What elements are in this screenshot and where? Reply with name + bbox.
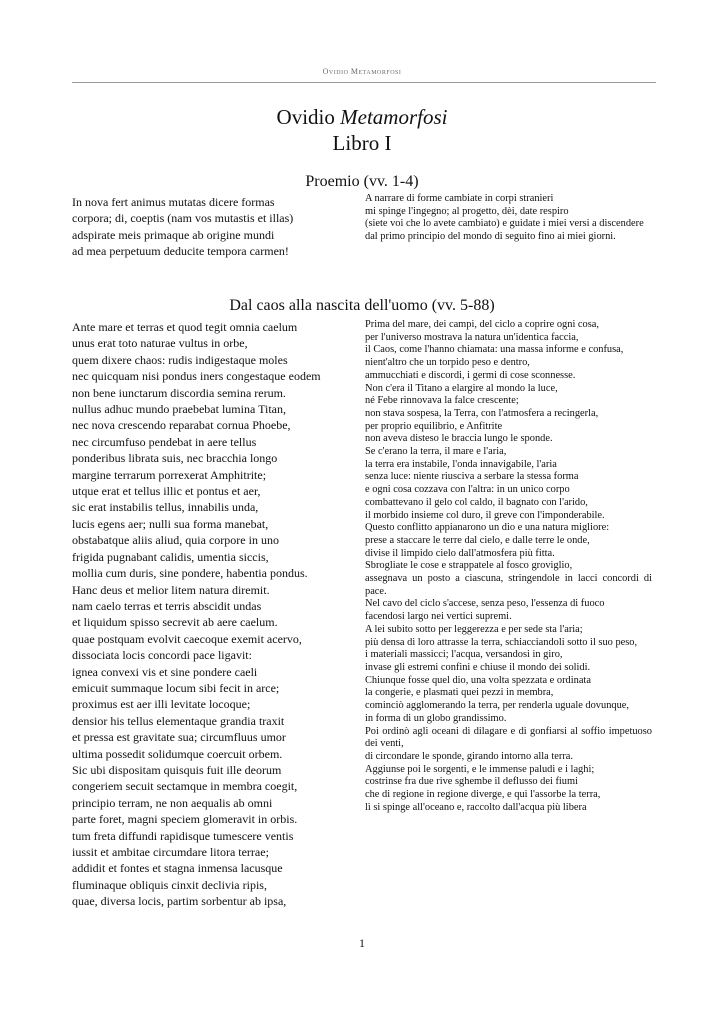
- verse-line: In nova fert animus mutatas dicere formas: [72, 195, 275, 209]
- verse-line: cominciò agglomerando la terra, per renderla uguale dovunque,: [365, 700, 629, 712]
- verse-line: più densa di loro attrasse la terra, schiacciandoli sotto il suo peso,: [365, 636, 638, 648]
- verse-line: nec nova crescendo reparabat cornua Phoebe,: [72, 418, 291, 433]
- running-head: Ovidio Metamorfosi: [322, 67, 402, 76]
- verse-line: Non c'era il Titano a elargire al mondo la luce,: [365, 382, 558, 394]
- page-title: [0, 104, 724, 156]
- verse-line: la congerie, e plasmati quei pezzi in membra,: [365, 687, 554, 699]
- verse-line: invase gli estremi confini e chiuse il mondo dei solidi.: [365, 661, 591, 673]
- verse-line: ad mea perpetuum deducite tempora carmen!: [72, 244, 289, 259]
- title-book: Libro I: [332, 131, 392, 155]
- verse-line: quae, diversa locis, partim sorbentur ab ipsa,: [72, 894, 287, 909]
- verse-line: proximus est aer illi levitate locoque;: [72, 697, 251, 712]
- verse-line: lì si spinge all'oceano e, raccolto dall'acqua più libera: [365, 801, 587, 813]
- italian-text-proemio: [365, 193, 652, 244]
- verse-line: Aggiunse poi le sorgenti, e le immense paludi e i laghi;: [365, 763, 595, 775]
- verse-line: et liquidum spisso secrevit ab aere caelum.: [72, 615, 278, 630]
- title-line-1: [0, 104, 724, 130]
- verse-line: ultima possedit solidumque coercuit orbem.: [72, 746, 283, 761]
- verse-line: ammucchiati e discordi, i germi di cose sconnesse.: [365, 369, 576, 381]
- verse-line: facendosi largo nei vertici supremi.: [365, 611, 512, 623]
- verse-line: et pressa est gravitate sua; circumfluus umor: [72, 730, 286, 745]
- verse-line: mollia cum duris, sine pondere, habentia pondus.: [72, 566, 308, 581]
- verse-line: sic erat instabilis tellus, innabilis unda,: [72, 500, 259, 515]
- verse-line: il morbido insieme col duro, il greve con l'imponderabile.: [365, 509, 605, 521]
- page-number: 1: [359, 936, 365, 950]
- verse-line: tum freta diffundi rapidisque tumescere ventis: [72, 828, 294, 843]
- verse-line: emicuit summaque locum sibi fecit in arce;: [72, 680, 280, 695]
- verse-line: A narrare di forme cambiate in corpi stranieri: [365, 193, 554, 204]
- verse-line: Ante mare et terras et quod tegit omnia caelum: [72, 320, 298, 334]
- verse-line: densior his tellus elementaque grandia traxit: [72, 713, 285, 728]
- verse-line: quem dixere chaos: rudis indigestaque moles: [72, 352, 288, 367]
- verse-line: nient'altro che un torpido peso e dentro,: [365, 357, 530, 369]
- verse-line: la terra era instabile, l'onda innavigabile, l'aria: [365, 458, 557, 470]
- verse-line: margine terrarum porrexerat Amphitrite;: [72, 467, 267, 482]
- verse-line: Chiunque fosse quel dio, una volta spezzata e ordinata: [365, 674, 591, 686]
- italian-text-caos: [365, 319, 652, 814]
- verse-line: costrinse fra due rive sghembe il deflusso dei fiumi: [365, 776, 578, 788]
- verse-line: frigida pugnabant calidis, umentia siccis,: [72, 549, 269, 564]
- title-work: Metamorfosi: [340, 105, 448, 129]
- verse-line: assegnava un posto a ciascuna, stringendole in lacci concordi di pace.: [365, 573, 652, 597]
- latin-text-proemio: [72, 194, 360, 260]
- verse-line: prese a staccare le terre dal cielo, e dalle terre le onde,: [365, 534, 590, 546]
- verse-line: adspirate meis primaque ab origine mundi: [72, 227, 275, 242]
- verse-line: mi spinge l'ingegno; al progetto, dèi, date respiro: [365, 205, 569, 217]
- verse-line: non bene iunctarum discordia semina rerum.: [72, 385, 286, 400]
- verse-line: nullus adhuc mundo praebebat lumina Titan,: [72, 402, 286, 417]
- verse-line: A lei subito sotto per leggerezza e per sede sta l'aria;: [365, 623, 583, 635]
- verse-line: nec quicquam nisi pondus iners congestaque eodem: [72, 369, 321, 384]
- verse-line: fluminaque obliquis cinxit declivia ripis,: [72, 877, 267, 892]
- verse-line: principio terram, ne non aequalis ab omni: [72, 795, 273, 810]
- verse-line: nec circumfuso pendebat in aere tellus: [72, 434, 257, 449]
- latin-text-caos: [72, 319, 360, 910]
- verse-line: Sbrogliate le cose e strappatele al fosco groviglio,: [365, 560, 573, 572]
- verse-line: lucis egens aer; nulli sua forma manebat,: [72, 516, 269, 531]
- verse-line: parte foret, magni speciem glomeravit in orbis.: [72, 812, 298, 827]
- verse-line: di circondare le sponde, girando intorno alla terra.: [365, 750, 574, 762]
- verse-line: unus erat toto naturae vultus in orbe,: [72, 336, 248, 351]
- verse-line: Prima del mare, dei campi, del ciclo a coprire ogni cosa,: [365, 319, 599, 330]
- verse-line: Poi ordinò agli oceani di dilagare e di gonfiarsi al soffio impetuoso dei venti,: [365, 725, 652, 750]
- header-rule: [72, 82, 656, 83]
- verse-line: non stava sospesa, la Terra, con l'atmosfera a recingerla,: [365, 407, 599, 419]
- verse-line: ponderibus librata suis, nec bracchia longo: [72, 451, 278, 466]
- verse-line: (siete voi che lo avete cambiato) e guidate i miei versi a discendere: [365, 218, 644, 230]
- verse-line: addidit et fontes et stagna inmensa lacusque: [72, 861, 283, 876]
- verse-line: non aveva disteso le braccia lungo le sponde.: [365, 433, 553, 445]
- section-heading-caos: Dal caos alla nascita dell'uomo (vv. 5-88): [229, 297, 495, 314]
- verse-line: e ogni cosa cozzava con l'altra: in un unico corpo: [365, 484, 570, 496]
- verse-line: corpora; di, coeptis (nam vos mutastis et illas): [72, 211, 294, 226]
- verse-line: che di regione in regione diverge, e qui l'assorbe la terra,: [365, 789, 601, 801]
- verse-line: Questo conflitto appianarono un dio e una natura migliore:: [365, 522, 610, 534]
- verse-line: Sic ubi dispositam quisquis fuit ille deorum: [72, 762, 282, 777]
- verse-line: Nel cavo del ciclo s'accese, senza peso, l'essenza di fuoco: [365, 598, 605, 610]
- verse-line: obstabatque aliis aliud, quia corpore in uno: [72, 533, 279, 548]
- verse-line: Se c'erano la terra, il mare e l'aria,: [365, 446, 507, 458]
- verse-line: dissociata locis concordi pace ligavit:: [72, 648, 252, 663]
- verse-line: senza luce: niente riusciva a serbare la stessa forma: [365, 471, 579, 483]
- verse-line: per proprio equilibrio, e Anfitrite: [365, 420, 503, 432]
- verse-line: per l'universo mostrava la natura un'identica faccia,: [365, 331, 579, 343]
- verse-line: in forma di un globo grandissimo.: [365, 712, 507, 724]
- verse-line: i materiali massicci; l'acqua, versandosi in giro,: [365, 649, 563, 661]
- verse-line: quae postquam evolvit caecoque exemit acervo,: [72, 631, 302, 646]
- verse-line: divise il limpido cielo dall'atmosfera più fitta.: [365, 547, 555, 559]
- verse-line: né Febe rinnovava la falce crescente;: [365, 395, 519, 407]
- title-author: Ovidio: [276, 105, 335, 129]
- verse-line: ignea convexi vis et sine pondere caeli: [72, 664, 258, 679]
- section-heading-proemio: Proemio (vv. 1-4): [305, 173, 419, 190]
- verse-line: iussit et ambitae circumdare litora terrae;: [72, 845, 269, 859]
- verse-line: utque erat et tellus illic et pontus et aer,: [72, 484, 261, 499]
- verse-line: dal primo principio del mondo di seguito fino ai miei giorni.: [365, 231, 616, 243]
- verse-line: Hanc deus et melior litem natura diremit.: [72, 582, 270, 597]
- verse-line: nam caelo terras et terris abscidit undas: [72, 598, 262, 613]
- verse-line: il Caos, come l'hanno chiamata: una massa informe e confusa,: [365, 344, 624, 356]
- verse-line: congeriem secuit sectamque in membra coegit,: [72, 779, 298, 794]
- verse-line: combattevano il gelo col caldo, il bagnato con l'arido,: [365, 496, 588, 508]
